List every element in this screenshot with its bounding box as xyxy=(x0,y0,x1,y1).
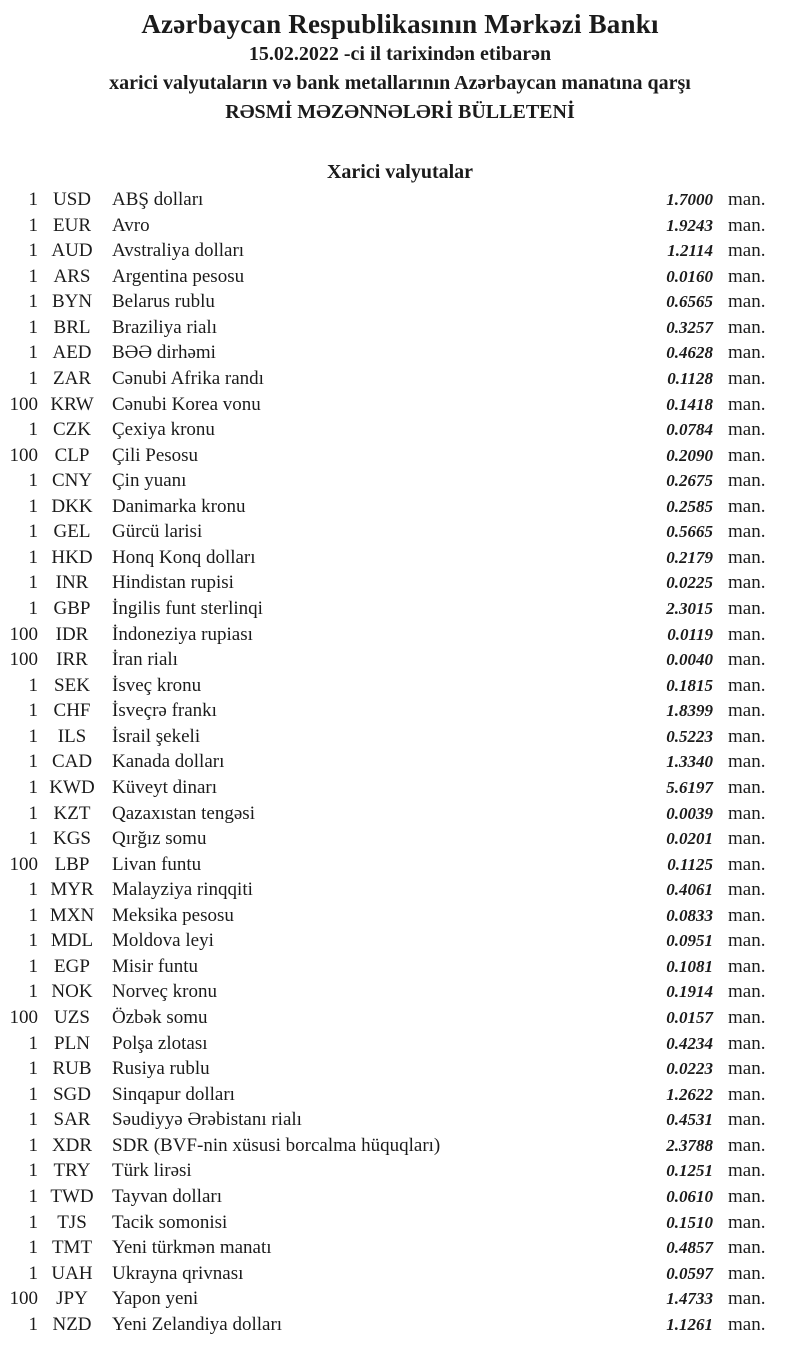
subtitle-line: xarici valyutaların və bank metallarının Azərbaycan manatına qarşı xyxy=(109,72,691,94)
row-currency-code: EUR xyxy=(53,214,91,236)
row-currency-name: Gürcü larisi xyxy=(112,521,203,543)
row-unit-label: man. xyxy=(728,572,766,594)
currency-row xyxy=(0,570,800,596)
row-quantity: 1 xyxy=(28,879,38,901)
row-currency-name: İndoneziya rupiası xyxy=(112,623,253,645)
row-currency-name: Tayvan dolları xyxy=(112,1185,222,1207)
row-quantity: 1 xyxy=(28,1083,38,1105)
row-currency-code: KZT xyxy=(53,802,91,824)
row-quantity: 1 xyxy=(28,1058,38,1080)
row-quantity: 1 xyxy=(28,981,38,1003)
row-currency-name: Cənubi Korea vonu xyxy=(112,393,261,415)
row-currency-code: IRR xyxy=(56,649,88,671)
row-currency-name: Küveyt dinarı xyxy=(112,776,218,798)
row-currency-name: İngilis funt sterlinqi xyxy=(112,598,263,619)
currency-row xyxy=(0,289,800,315)
row-rate-value: 0.0201 xyxy=(666,829,713,849)
currency-row xyxy=(0,877,800,903)
row-currency-code: SEK xyxy=(54,674,90,696)
row-unit-label: man. xyxy=(728,393,766,415)
row-rate-value: 0.0039 xyxy=(666,803,713,823)
row-currency-name: Belarus rublu xyxy=(112,291,215,313)
row-currency-name: SDR (BVF-nin xüsusi borcalma hüquqları) xyxy=(112,1134,441,1156)
currency-row xyxy=(0,724,800,750)
currency-row xyxy=(0,238,800,264)
row-quantity: 100 xyxy=(9,649,38,671)
row-currency-name: Misir funtu xyxy=(112,955,199,977)
currency-row xyxy=(0,1005,800,1031)
row-rate-value: 0.5223 xyxy=(666,726,713,746)
row-currency-name: Yeni türkmən manatı xyxy=(112,1237,272,1259)
row-quantity: 1 xyxy=(28,1134,38,1156)
currency-row xyxy=(0,1286,800,1312)
row-currency-code: IDR xyxy=(55,623,89,645)
row-unit-label: man. xyxy=(728,265,766,287)
row-quantity: 1 xyxy=(28,419,38,441)
row-currency-name: Sinqapur dolları xyxy=(112,1083,235,1105)
currency-row xyxy=(0,826,800,852)
currency-row xyxy=(0,1210,800,1236)
row-unit-label: man. xyxy=(728,367,766,389)
currency-row xyxy=(0,673,800,699)
row-currency-code: CLP xyxy=(54,444,90,466)
section-title-foreign-currencies: Xarici valyutalar xyxy=(326,161,474,183)
row-rate-value: 0.1914 xyxy=(666,982,713,1002)
row-quantity: 1 xyxy=(28,214,38,236)
row-unit-label: man. xyxy=(728,1313,766,1335)
currency-row xyxy=(0,1184,800,1210)
currency-row xyxy=(0,1107,800,1133)
bulletin-header xyxy=(0,0,800,127)
row-currency-name: BƏƏ dirhəmi xyxy=(112,342,216,364)
row-unit-label: man. xyxy=(728,981,766,1003)
row-currency-code: SAR xyxy=(53,1109,91,1131)
row-quantity: 1 xyxy=(28,316,38,338)
row-unit-label: man. xyxy=(728,342,766,364)
currency-row xyxy=(0,545,800,571)
row-currency-code: RUB xyxy=(52,1058,92,1080)
row-currency-code: BRL xyxy=(53,316,91,338)
row-currency-name: Moldova leyi xyxy=(112,930,214,952)
rates-table xyxy=(0,187,800,1337)
currency-row xyxy=(0,468,800,494)
row-currency-code: NZD xyxy=(52,1313,92,1335)
row-unit-label: man. xyxy=(728,1185,766,1207)
row-rate-value: 1.7000 xyxy=(666,190,713,209)
currency-row xyxy=(0,1133,800,1159)
row-currency-name: Qırğız somu xyxy=(112,828,207,850)
row-unit-label: man. xyxy=(728,776,766,798)
row-rate-value: 0.2675 xyxy=(666,471,713,491)
row-unit-label: man. xyxy=(728,1083,766,1105)
row-currency-code: GEL xyxy=(53,521,91,543)
bank-title: Azərbaycan Respublikasının Mərkəzi Bankı xyxy=(141,9,659,39)
row-currency-code: KWD xyxy=(49,776,95,798)
row-quantity: 1 xyxy=(28,572,38,594)
row-rate-value: 0.1081 xyxy=(666,956,713,976)
row-currency-name: Hindistan rupisi xyxy=(112,572,234,594)
row-rate-value: 2.3788 xyxy=(666,1135,713,1155)
row-currency-name: Braziliya rialı xyxy=(112,316,217,338)
row-quantity: 1 xyxy=(28,904,38,926)
row-unit-label: man. xyxy=(728,828,766,850)
row-quantity: 100 xyxy=(9,1007,38,1028)
row-rate-value: 0.1251 xyxy=(666,1161,713,1181)
row-currency-code: PLN xyxy=(54,1032,90,1054)
row-rate-value: 0.4061 xyxy=(666,880,713,900)
row-rate-value: 0.5665 xyxy=(666,522,713,542)
row-unit-label: man. xyxy=(728,240,766,262)
row-currency-code: GBP xyxy=(53,598,91,619)
row-unit-label: man. xyxy=(728,189,766,210)
row-quantity: 1 xyxy=(28,1109,38,1131)
row-unit-label: man. xyxy=(728,1288,766,1310)
row-quantity: 1 xyxy=(28,725,38,747)
row-currency-code: HKD xyxy=(51,546,93,568)
row-currency-code: ZAR xyxy=(53,367,91,389)
row-currency-code: KRW xyxy=(50,393,94,415)
row-unit-label: man. xyxy=(728,419,766,441)
row-unit-label: man. xyxy=(728,955,766,977)
row-currency-name: Tacik somonisi xyxy=(112,1211,228,1233)
row-currency-name: Türk lirəsi xyxy=(112,1160,192,1182)
row-currency-name: Cənubi Afrika randı xyxy=(112,367,264,389)
row-rate-value: 0.0597 xyxy=(666,1263,713,1283)
row-quantity: 1 xyxy=(28,930,38,952)
row-rate-value: 1.1261 xyxy=(666,1314,713,1334)
row-currency-code: TJS xyxy=(57,1211,87,1233)
row-rate-value: 0.1815 xyxy=(666,675,713,695)
row-currency-code: ARS xyxy=(53,265,91,287)
row-currency-code: MYR xyxy=(50,879,94,901)
currency-row xyxy=(0,213,800,239)
row-currency-name: Rusiya rublu xyxy=(112,1058,210,1080)
row-currency-code: CNY xyxy=(51,470,93,492)
row-quantity: 1 xyxy=(28,240,38,262)
row-rate-value: 1.8399 xyxy=(666,701,713,721)
row-quantity: 100 xyxy=(9,623,38,645)
row-rate-value: 0.4628 xyxy=(666,343,713,363)
row-rate-value: 0.0225 xyxy=(666,573,713,593)
row-currency-name: Kanada dolları xyxy=(112,751,225,773)
row-rate-value: 0.0040 xyxy=(666,650,713,670)
currency-row xyxy=(0,1031,800,1057)
row-currency-code: KGS xyxy=(52,828,91,850)
row-quantity: 1 xyxy=(28,495,38,517)
row-unit-label: man. xyxy=(728,725,766,747)
currency-row xyxy=(0,443,800,469)
row-unit-label: man. xyxy=(728,1007,766,1028)
currency-row xyxy=(0,979,800,1005)
currency-row xyxy=(0,1261,800,1287)
row-rate-value: 0.4234 xyxy=(666,1033,713,1053)
currency-row xyxy=(0,264,800,290)
row-rate-value: 5.6197 xyxy=(666,777,713,797)
row-rate-value: 0.2090 xyxy=(666,445,713,465)
row-currency-name: Çili Pesosu xyxy=(112,444,199,466)
row-unit-label: man. xyxy=(728,649,766,671)
row-rate-value: 1.3340 xyxy=(666,752,713,772)
row-rate-value: 2.3015 xyxy=(666,599,713,618)
row-quantity: 1 xyxy=(28,546,38,568)
row-unit-label: man. xyxy=(728,495,766,517)
row-quantity: 1 xyxy=(28,1160,38,1182)
row-unit-label: man. xyxy=(728,904,766,926)
row-rate-value: 1.9243 xyxy=(666,215,713,235)
row-currency-code: CAD xyxy=(51,751,93,773)
row-rate-value: 0.1510 xyxy=(666,1212,713,1232)
row-unit-label: man. xyxy=(728,444,766,466)
row-currency-code: MXN xyxy=(49,904,95,926)
currency-row xyxy=(0,494,800,520)
currency-row xyxy=(0,187,800,213)
row-currency-code: NOK xyxy=(51,981,93,1003)
row-currency-name: Polşa zlotası xyxy=(112,1032,208,1054)
row-currency-code: AUD xyxy=(51,240,93,262)
row-unit-label: man. xyxy=(728,1058,766,1080)
row-currency-code: TRY xyxy=(53,1160,91,1182)
row-rate-value: 0.0951 xyxy=(666,931,713,951)
row-quantity: 1 xyxy=(28,265,38,287)
row-quantity: 100 xyxy=(9,393,38,415)
row-currency-name: Çexiya kronu xyxy=(112,419,215,441)
row-rate-value: 0.2585 xyxy=(666,496,713,516)
row-currency-code: MDL xyxy=(50,930,94,952)
row-currency-code: USD xyxy=(52,189,91,210)
row-unit-label: man. xyxy=(728,521,766,543)
row-quantity: 1 xyxy=(28,776,38,798)
currency-row xyxy=(0,622,800,648)
row-currency-name: Yeni Zelandiya dolları xyxy=(112,1313,283,1335)
row-quantity: 1 xyxy=(28,955,38,977)
row-currency-code: EGP xyxy=(54,955,90,977)
row-quantity: 1 xyxy=(28,1032,38,1054)
currency-row xyxy=(0,340,800,366)
row-rate-value: 0.0119 xyxy=(667,624,713,644)
row-currency-name: Avstraliya dolları xyxy=(112,240,245,262)
row-currency-name: ABŞ dolları xyxy=(112,189,204,210)
row-currency-code: TWD xyxy=(50,1185,94,1207)
row-currency-code: CHF xyxy=(53,700,91,722)
currency-row xyxy=(0,852,800,878)
row-unit-label: man. xyxy=(728,623,766,645)
row-currency-name: İsveçrə frankı xyxy=(112,700,217,722)
row-rate-value: 0.3257 xyxy=(666,317,713,337)
row-quantity: 1 xyxy=(28,470,38,492)
currency-row xyxy=(0,519,800,545)
row-currency-name: Malayziya rinqqiti xyxy=(112,879,253,901)
row-quantity: 1 xyxy=(28,598,38,619)
row-unit-label: man. xyxy=(728,879,766,901)
row-rate-value: 0.0610 xyxy=(666,1186,713,1206)
row-rate-value: 1.4733 xyxy=(666,1289,713,1309)
row-quantity: 1 xyxy=(28,828,38,850)
row-unit-label: man. xyxy=(728,598,766,619)
row-unit-label: man. xyxy=(728,700,766,722)
row-quantity: 1 xyxy=(28,1237,38,1259)
row-rate-value: 0.0157 xyxy=(666,1008,713,1027)
row-currency-code: INR xyxy=(55,572,89,594)
row-currency-name: Argentina pesosu xyxy=(112,265,245,287)
row-unit-label: man. xyxy=(728,291,766,313)
row-currency-code: SGD xyxy=(52,1083,91,1105)
currency-row xyxy=(0,596,800,622)
row-unit-label: man. xyxy=(728,930,766,952)
row-quantity: 1 xyxy=(28,521,38,543)
row-unit-label: man. xyxy=(728,1032,766,1054)
row-currency-code: AED xyxy=(52,342,92,364)
row-rate-value: 0.6565 xyxy=(666,292,713,312)
row-currency-code: BYN xyxy=(51,291,93,313)
currency-row xyxy=(0,1056,800,1082)
row-currency-name: Danimarka kronu xyxy=(112,495,246,517)
row-unit-label: man. xyxy=(728,853,766,875)
row-currency-code: TMT xyxy=(51,1237,93,1259)
row-rate-value: 0.4857 xyxy=(666,1238,713,1258)
row-quantity: 100 xyxy=(9,1288,38,1310)
currency-row xyxy=(0,647,800,673)
row-currency-name: Səudiyyə Ərəbistanı rialı xyxy=(112,1109,302,1131)
row-currency-name: Ukrayna qrivnası xyxy=(112,1262,244,1284)
row-rate-value: 0.1128 xyxy=(667,368,713,388)
row-unit-label: man. xyxy=(728,214,766,236)
row-quantity: 1 xyxy=(28,342,38,364)
row-unit-label: man. xyxy=(728,1262,766,1284)
row-currency-code: DKK xyxy=(51,495,93,517)
currency-row xyxy=(0,315,800,341)
row-currency-code: JPY xyxy=(56,1288,88,1310)
currency-row xyxy=(0,903,800,929)
row-unit-label: man. xyxy=(728,470,766,492)
row-currency-code: UZS xyxy=(54,1007,90,1028)
currency-row xyxy=(0,366,800,392)
currency-row xyxy=(0,417,800,443)
row-currency-name: İran rialı xyxy=(112,649,178,671)
row-rate-value: 0.4531 xyxy=(666,1110,713,1130)
row-unit-label: man. xyxy=(728,1134,766,1156)
row-currency-name: Özbək somu xyxy=(112,1007,208,1028)
row-currency-code: UAH xyxy=(51,1262,93,1284)
row-unit-label: man. xyxy=(728,1211,766,1233)
row-rate-value: 1.2114 xyxy=(667,241,713,261)
row-currency-name: Avro xyxy=(112,214,150,236)
row-currency-name: Meksika pesosu xyxy=(112,904,234,926)
row-currency-code: LBP xyxy=(54,853,90,875)
row-rate-value: 0.2179 xyxy=(666,547,713,567)
row-currency-name: Norveç kronu xyxy=(112,981,217,1003)
effective-date-line: 15.02.2022 -ci il tarixindən etibarən xyxy=(248,43,552,65)
row-quantity: 100 xyxy=(9,444,38,466)
row-quantity: 1 xyxy=(28,700,38,722)
currency-row xyxy=(0,749,800,775)
row-unit-label: man. xyxy=(728,1160,766,1182)
currency-row xyxy=(0,698,800,724)
row-quantity: 1 xyxy=(28,367,38,389)
row-currency-name: Yapon yeni xyxy=(112,1288,199,1310)
bulletin-title-line: RƏSMİ MƏZƏNNƏLƏRİ BÜLLETENİ xyxy=(225,101,575,123)
currency-row xyxy=(0,392,800,418)
currency-row xyxy=(0,775,800,801)
row-quantity: 1 xyxy=(28,291,38,313)
row-unit-label: man. xyxy=(728,546,766,568)
row-currency-code: ILS xyxy=(57,725,87,747)
row-currency-name: Çin yuanı xyxy=(112,470,187,492)
row-quantity: 1 xyxy=(28,189,38,210)
row-currency-code: CZK xyxy=(53,419,91,441)
currency-row xyxy=(0,1235,800,1261)
row-currency-code: XDR xyxy=(51,1134,93,1156)
currency-row xyxy=(0,801,800,827)
currency-row xyxy=(0,928,800,954)
row-rate-value: 0.1125 xyxy=(667,854,713,874)
row-quantity: 1 xyxy=(28,674,38,696)
row-quantity: 1 xyxy=(28,751,38,773)
row-currency-name: Livan funtu xyxy=(112,853,202,875)
row-unit-label: man. xyxy=(728,802,766,824)
row-rate-value: 0.0223 xyxy=(666,1059,713,1079)
row-currency-name: Honq Konq dolları xyxy=(112,546,256,568)
row-quantity: 100 xyxy=(9,853,38,875)
row-quantity: 1 xyxy=(28,1211,38,1233)
row-unit-label: man. xyxy=(728,751,766,773)
row-currency-name: Qazaxıstan tengəsi xyxy=(112,802,255,824)
row-rate-value: 0.0784 xyxy=(666,420,713,440)
row-quantity: 1 xyxy=(28,1313,38,1335)
row-unit-label: man. xyxy=(728,1237,766,1259)
row-rate-value: 1.2622 xyxy=(666,1084,713,1104)
row-rate-value: 0.0160 xyxy=(666,266,713,286)
currency-row xyxy=(0,954,800,980)
row-currency-name: İsveç kronu xyxy=(112,674,202,696)
row-quantity: 1 xyxy=(28,1262,38,1284)
row-unit-label: man. xyxy=(728,674,766,696)
row-quantity: 1 xyxy=(28,1185,38,1207)
row-unit-label: man. xyxy=(728,316,766,338)
currency-row xyxy=(0,1158,800,1184)
currency-row xyxy=(0,1082,800,1108)
currency-row xyxy=(0,1312,800,1338)
row-unit-label: man. xyxy=(728,1109,766,1131)
row-quantity: 1 xyxy=(28,802,38,824)
row-rate-value: 0.1418 xyxy=(666,394,713,414)
row-rate-value: 0.0833 xyxy=(666,905,713,925)
row-currency-name: İsrail şekeli xyxy=(112,725,201,747)
